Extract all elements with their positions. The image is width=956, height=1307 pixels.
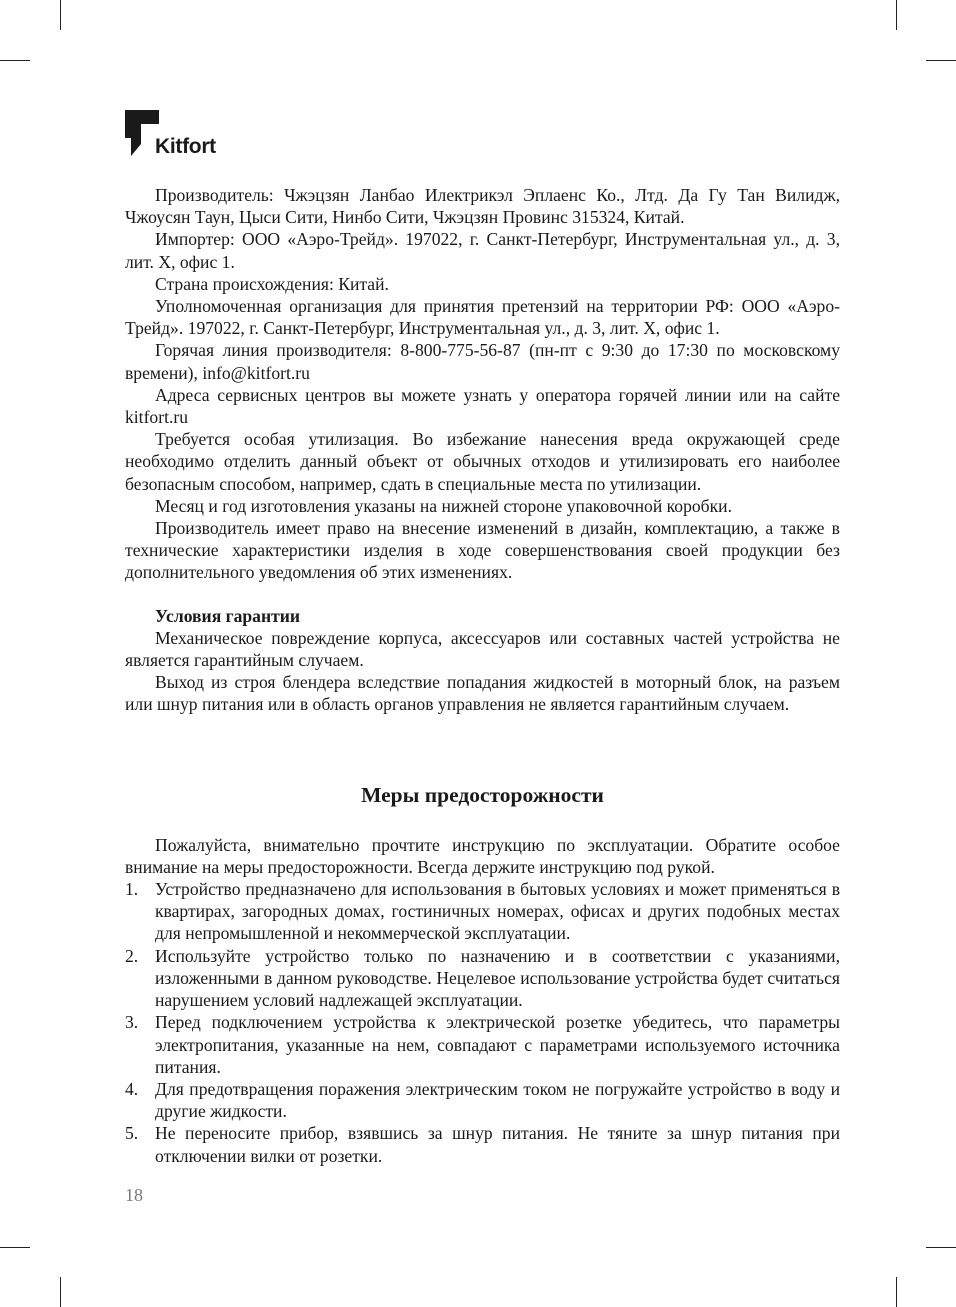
paragraph-origin: Страна происхождения: Китай. xyxy=(155,273,389,294)
crop-mark-bottom-right-h xyxy=(926,1247,956,1248)
document-body xyxy=(125,184,840,1167)
warranty-heading: Условия гарантии xyxy=(155,605,301,626)
list-item-number: 5. xyxy=(125,1123,139,1144)
list-item-number: 3. xyxy=(125,1012,139,1033)
list-item-number: 4. xyxy=(125,1078,139,1099)
list-item xyxy=(125,1078,840,1122)
precautions-list xyxy=(125,878,840,1167)
crop-mark-bottom-left xyxy=(60,1277,61,1307)
paragraph-importer: Импортер: ООО «Аэро-Трейд». 197022, г. Санкт-Петербург, Инструментальная ул., д. 3, лит. Х, офис 1. xyxy=(125,229,840,272)
page-number: 18 xyxy=(125,1185,143,1205)
list-item-text: Устройство предназначено для использования в бытовых условиях и может применяться в квартирах, загородных домах, гостиничных номерах, офисах и других подобных местах для непромышленной и некоммерческой эксплуатации. xyxy=(155,879,840,944)
list-item xyxy=(125,1011,840,1078)
list-item-text: Для предотвращения поражения электрическим током не погружайте устройство в воду и другие жидкости. xyxy=(155,1078,840,1122)
list-item xyxy=(125,945,840,1012)
list-item-number: 2. xyxy=(125,945,139,966)
warranty-paragraph: Механическое повреждение корпуса, аксессуаров или составных частей устройства не является гарантийным случаем. xyxy=(125,627,840,671)
list-item xyxy=(125,878,840,945)
crop-mark-top-right xyxy=(896,0,897,30)
crop-mark-bottom-right xyxy=(896,1277,897,1307)
list-item-text: Перед подключением устройства к электрической розетке убедитесь, что параметры электропитания, указанные на нем, совпадают с параметрами используемого источника питания. xyxy=(155,1012,840,1077)
precautions-title: Меры предосторожности xyxy=(361,782,604,807)
list-item xyxy=(125,1122,840,1166)
list-item-number: 1. xyxy=(125,879,139,900)
paragraph-manufacturer: Производитель: Чжэцзян Ланбао Илектрикэл Эплаенс Ко., Лтд. Да Гу Тан Вилидж, Чжоусян Таун, Цыси Сити, Нинбо Сити, Чжэцзян Провинс 315324, Китай. xyxy=(125,185,840,228)
kitfort-logo xyxy=(125,110,235,160)
paragraph-authorized-org: Уполномоченная организация для принятия претензий на территории РФ: ООО «Аэро-Трейд». 197022, г. Санкт-Петербург, Инструментальная ул., д. 3, лит. Х, офис 1. xyxy=(125,296,840,339)
paragraph-service-centers: Адреса сервисных центров вы можете узнать у оператора горячей линии или на сайте kitfort.ru xyxy=(125,384,840,428)
crop-mark-top-left-h xyxy=(0,60,30,61)
brand-name: Kitfort xyxy=(155,135,216,158)
paragraph-hotline: Горячая линия производителя: 8-800-775-56-87 (пн-пт с 9:30 до 17:30 по московскому времени), info@kitfort.ru xyxy=(125,340,840,383)
crop-mark-top-left xyxy=(60,0,61,30)
crop-mark-bottom-left-h xyxy=(0,1247,30,1248)
warranty-paragraph: Выход из строя блендера вследствие попадания жидкостей в моторный блок, на разъем или шнур питания или в область органов управления не является гарантийным случаем. xyxy=(125,672,840,715)
precautions-intro: Пожалуйста, внимательно прочтите инструкцию по эксплуатации. Обратите особое внимание на меры предосторожности. Всегда держите инструкцию под рукой. xyxy=(125,834,840,877)
paragraph-disposal: Требуется особая утилизация. Во избежание нанесения вреда окружающей среде необходимо отделить данный объект от обычных отходов и утилизировать его наиболее безопасным способом, например, сдать в специальные места по утилизации. xyxy=(125,429,840,494)
paragraph-design-changes: Производитель имеет право на внесение изменений в дизайн, комплектацию, а также в технические характеристики изделия в ходе совершенствования своей продукции без дополнительного уведомления об этих изменениях. xyxy=(125,518,840,583)
list-item-text: Используйте устройство только по назначению и в соответствии с указаниями, изложенными в данном руководстве. Нецелевое использование устройства будет считаться нарушением условий надлежащей эксплуатации. xyxy=(155,945,840,1011)
list-item-text: Не переносите прибор, взявшись за шнур питания. Не тяните за шнур питания при отключении вилки от розетки. xyxy=(155,1123,840,1166)
crop-mark-top-right-h xyxy=(926,60,956,61)
paragraph-manufacture-date: Месяц и год изготовления указаны на нижней стороне упаковочной коробки. xyxy=(155,495,732,516)
